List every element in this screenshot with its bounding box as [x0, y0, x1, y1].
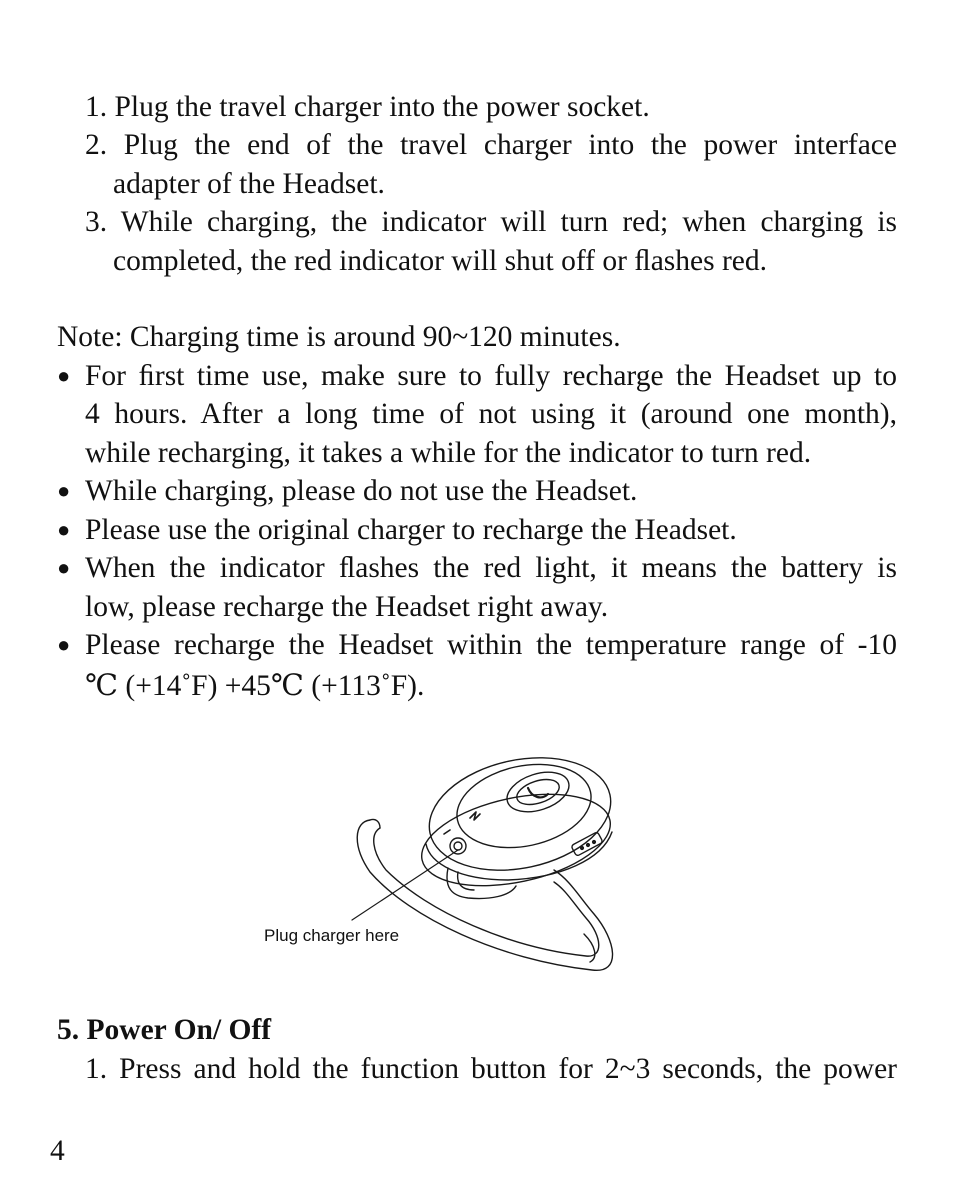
bullet-3-line-1: Please use the original charger to recharge the Headset.: [85, 514, 737, 546]
bullet-marker: ●: [57, 363, 71, 388]
bullet-2-line-1: While charging, please do not use the Headset.: [85, 475, 638, 507]
headset-body-top: [419, 748, 621, 886]
bullet-marker: ●: [57, 632, 71, 657]
headset-body-bottom: [413, 779, 618, 901]
caption-leader-line: [352, 850, 458, 920]
bullet-marker: ●: [57, 555, 71, 580]
bullet-1-line-1: For ﬁrst time use, make sure to fully recharge the Headset up to: [85, 360, 897, 392]
bullet-marker: ●: [57, 517, 71, 542]
charger-port-icon: [450, 838, 466, 854]
page-number: 4: [50, 1135, 65, 1167]
function-button: [502, 765, 574, 819]
bullet-5-line-1: Please recharge the Headset within the temperature range of -10: [85, 629, 897, 661]
ear-hook-outer: [357, 820, 612, 970]
section-step-1: 1. Press and hold the function button for 2~3 seconds, the power: [85, 1053, 897, 1085]
step-3-line-1: 3. While charging, the indicator will turn red; when charging is: [85, 206, 897, 238]
bullet-4-line-1: When the indicator ﬂashes the red light, it means the battery is: [85, 552, 897, 584]
step-1: 1. Plug the travel charger into the power socket.: [85, 91, 650, 123]
bullet-5-line-2: ℃ (+14˚F) +45℃ (+113˚F).: [85, 670, 425, 702]
bullet-1-line-2: 4 hours. After a long time of not using it (around one month),: [85, 398, 897, 430]
ear-hook-inner: [374, 828, 599, 956]
charging-time-note: Note: Charging time is around 90~120 minutes.: [57, 321, 621, 353]
step-2-line-2: adapter of the Headset.: [113, 168, 385, 200]
bullet-4-line-2: low, please recharge the Headset right away.: [85, 591, 609, 623]
step-2-line-1: 2. Plug the end of the travel charger into the power interface: [85, 129, 897, 161]
section-heading: 5. Power On/ Off: [57, 1014, 272, 1046]
figure-caption: Plug charger here: [264, 926, 400, 945]
bullet-marker: ●: [57, 478, 71, 503]
bullet-1-line-3: while recharging, it takes a while for the indicator to turn red.: [85, 437, 812, 469]
step-3-line-2: completed, the red indicator will shut off or ﬂashes red.: [113, 245, 768, 277]
